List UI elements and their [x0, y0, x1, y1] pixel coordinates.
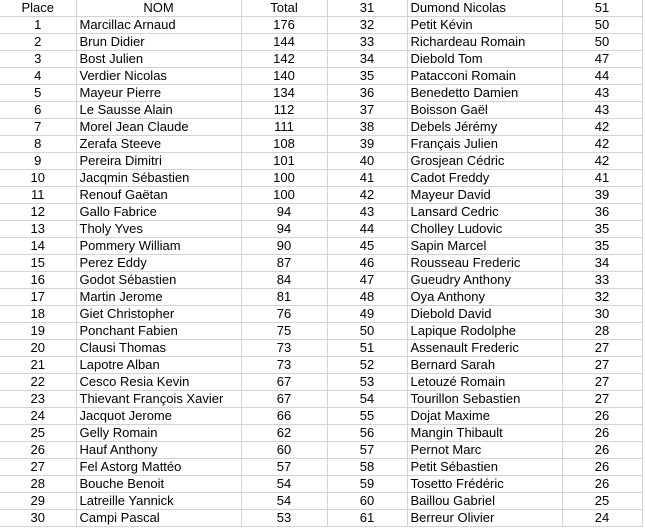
place-cell-2[interactable]: 54: [327, 391, 407, 408]
name-cell-2[interactable]: Gueudry Anthony: [407, 272, 562, 289]
table-row: [0, 425, 642, 442]
place-cell-2[interactable]: 42: [327, 187, 407, 204]
table-row: [0, 510, 642, 527]
total-cell-2[interactable]: 39: [562, 187, 642, 204]
total-cell-2[interactable]: 36: [562, 204, 642, 221]
place-cell[interactable]: 5: [0, 85, 76, 102]
place-cell-2[interactable]: 61: [327, 510, 407, 527]
table-row: [0, 306, 642, 323]
place-cell-2[interactable]: 49: [327, 306, 407, 323]
total-cell[interactable]: 134: [241, 85, 327, 102]
total-cell[interactable]: 75: [241, 323, 327, 340]
place-cell[interactable]: 6: [0, 102, 76, 119]
place-cell[interactable]: 19: [0, 323, 76, 340]
table-row: [0, 102, 642, 119]
name-cell[interactable]: Jacqmin Sébastien: [76, 170, 241, 187]
place-cell[interactable]: 4: [0, 68, 76, 85]
name-cell-2[interactable]: Lansard Cedric: [407, 204, 562, 221]
table-row: [0, 255, 642, 272]
total-cell-2[interactable]: 50: [562, 34, 642, 51]
table-row: [0, 289, 642, 306]
name-cell-2[interactable]: Boisson Gaël: [407, 102, 562, 119]
name-cell-2[interactable]: Tosetto Frédéric: [407, 476, 562, 493]
place-cell[interactable]: 30: [0, 510, 76, 527]
total-cell[interactable]: 140: [241, 68, 327, 85]
place-cell[interactable]: 14: [0, 238, 76, 255]
name-cell-2[interactable]: Pernot Marc: [407, 442, 562, 459]
total-cell-2[interactable]: 26: [562, 476, 642, 493]
place-cell-2[interactable]: 35: [327, 68, 407, 85]
total-cell[interactable]: 108: [241, 136, 327, 153]
name-cell[interactable]: Hauf Anthony: [76, 442, 241, 459]
table-row: [0, 221, 642, 238]
place-cell[interactable]: 3: [0, 51, 76, 68]
place-cell-2[interactable]: 48: [327, 289, 407, 306]
table-row: [0, 34, 642, 51]
total-cell-2[interactable]: 34: [562, 255, 642, 272]
table-row: [0, 272, 642, 289]
name-cell-2[interactable]: Rousseau Frederic: [407, 255, 562, 272]
name-cell-2[interactable]: Assenault Frederic: [407, 340, 562, 357]
table-row: [0, 136, 642, 153]
name-cell-2[interactable]: Mayeur David: [407, 187, 562, 204]
place-cell-2[interactable]: 56: [327, 425, 407, 442]
header-nom-2[interactable]: Dumond Nicolas: [407, 0, 562, 17]
total-cell-2[interactable]: 47: [562, 51, 642, 68]
name-cell[interactable]: Fel Astorg Mattéo: [76, 459, 241, 476]
name-cell-2[interactable]: Diebold David: [407, 306, 562, 323]
total-cell-2[interactable]: 42: [562, 153, 642, 170]
total-cell[interactable]: 60: [241, 442, 327, 459]
total-cell-2[interactable]: 41: [562, 170, 642, 187]
table-row: [0, 340, 642, 357]
total-cell[interactable]: 94: [241, 221, 327, 238]
table-row: [0, 17, 642, 34]
name-cell[interactable]: Bouche Benoit: [76, 476, 241, 493]
name-cell[interactable]: Renouf Gaëtan: [76, 187, 241, 204]
place-cell-2[interactable]: 43: [327, 204, 407, 221]
total-cell-2[interactable]: 25: [562, 493, 642, 510]
table-row: [0, 442, 642, 459]
total-cell[interactable]: 67: [241, 374, 327, 391]
name-cell[interactable]: Clausi Thomas: [76, 340, 241, 357]
total-cell-2[interactable]: 28: [562, 323, 642, 340]
total-cell-2[interactable]: 42: [562, 119, 642, 136]
total-cell-2[interactable]: 35: [562, 238, 642, 255]
table-row: [0, 357, 642, 374]
name-cell[interactable]: Campi Pascal: [76, 510, 241, 527]
table-row: [0, 476, 642, 493]
place-cell-2[interactable]: 45: [327, 238, 407, 255]
name-cell[interactable]: Pommery William: [76, 238, 241, 255]
place-cell[interactable]: 8: [0, 136, 76, 153]
header-place-2[interactable]: 31: [327, 0, 407, 17]
name-cell[interactable]: Cesco Resia Kevin: [76, 374, 241, 391]
place-cell-2[interactable]: 53: [327, 374, 407, 391]
name-cell[interactable]: Gallo Fabrice: [76, 204, 241, 221]
table-row: [0, 323, 642, 340]
total-cell[interactable]: 111: [241, 119, 327, 136]
place-cell-2[interactable]: 38: [327, 119, 407, 136]
place-cell[interactable]: 29: [0, 493, 76, 510]
place-cell-2[interactable]: 39: [327, 136, 407, 153]
total-cell[interactable]: 66: [241, 408, 327, 425]
place-cell[interactable]: 26: [0, 442, 76, 459]
total-cell-2[interactable]: 43: [562, 102, 642, 119]
place-cell-2[interactable]: 32: [327, 17, 407, 34]
place-cell-2[interactable]: 36: [327, 85, 407, 102]
place-cell-2[interactable]: 60: [327, 493, 407, 510]
total-cell[interactable]: 87: [241, 255, 327, 272]
place-cell[interactable]: 7: [0, 119, 76, 136]
name-cell[interactable]: Latreille Yannick: [76, 493, 241, 510]
name-cell-2[interactable]: Grosjean Cédric: [407, 153, 562, 170]
place-cell[interactable]: 13: [0, 221, 76, 238]
place-cell-2[interactable]: 33: [327, 34, 407, 51]
header-total[interactable]: Total: [241, 0, 327, 17]
total-cell[interactable]: 100: [241, 170, 327, 187]
place-cell[interactable]: 15: [0, 255, 76, 272]
total-cell[interactable]: 176: [241, 17, 327, 34]
total-cell-2[interactable]: 42: [562, 136, 642, 153]
place-cell-2[interactable]: 44: [327, 221, 407, 238]
total-cell-2[interactable]: 50: [562, 17, 642, 34]
header-total-2[interactable]: 51: [562, 0, 642, 17]
name-cell[interactable]: Le Sausse Alain: [76, 102, 241, 119]
place-cell-2[interactable]: 57: [327, 442, 407, 459]
total-cell[interactable]: 76: [241, 306, 327, 323]
place-cell[interactable]: 24: [0, 408, 76, 425]
name-cell-2[interactable]: Sapin Marcel: [407, 238, 562, 255]
name-cell[interactable]: Giet Christopher: [76, 306, 241, 323]
place-cell-2[interactable]: 46: [327, 255, 407, 272]
place-cell-2[interactable]: 47: [327, 272, 407, 289]
name-cell-2[interactable]: Richardeau Romain: [407, 34, 562, 51]
name-cell-2[interactable]: Benedetto Damien: [407, 85, 562, 102]
name-cell[interactable]: Thievant François Xavier: [76, 391, 241, 408]
place-cell[interactable]: 9: [0, 153, 76, 170]
total-cell[interactable]: 81: [241, 289, 327, 306]
table-row: [0, 68, 642, 85]
name-cell-2[interactable]: Debels Jérémy: [407, 119, 562, 136]
name-cell[interactable]: Pereira Dimitri: [76, 153, 241, 170]
name-cell-2[interactable]: Petit Kévin: [407, 17, 562, 34]
name-cell-2[interactable]: Cholley Ludovic: [407, 221, 562, 238]
total-cell-2[interactable]: 27: [562, 357, 642, 374]
total-cell[interactable]: 112: [241, 102, 327, 119]
name-cell-2[interactable]: Mangin Thibault: [407, 425, 562, 442]
total-cell[interactable]: 53: [241, 510, 327, 527]
place-cell[interactable]: 23: [0, 391, 76, 408]
table-row: [0, 391, 642, 408]
name-cell[interactable]: Gelly Romain: [76, 425, 241, 442]
total-cell[interactable]: 94: [241, 204, 327, 221]
place-cell[interactable]: 28: [0, 476, 76, 493]
place-cell[interactable]: 11: [0, 187, 76, 204]
total-cell-2[interactable]: 26: [562, 425, 642, 442]
place-cell[interactable]: 12: [0, 204, 76, 221]
total-cell-2[interactable]: 35: [562, 221, 642, 238]
total-cell-2[interactable]: 26: [562, 442, 642, 459]
total-cell-2[interactable]: 32: [562, 289, 642, 306]
name-cell-2[interactable]: Diebold Tom: [407, 51, 562, 68]
total-cell-2[interactable]: 44: [562, 68, 642, 85]
table-row: [0, 238, 642, 255]
table-row: [0, 153, 642, 170]
name-cell[interactable]: Godot Sébastien: [76, 272, 241, 289]
place-cell-2[interactable]: 41: [327, 170, 407, 187]
place-cell-2[interactable]: 59: [327, 476, 407, 493]
table-row: [0, 374, 642, 391]
total-cell-2[interactable]: 24: [562, 510, 642, 527]
name-cell[interactable]: Perez Eddy: [76, 255, 241, 272]
total-cell-2[interactable]: 26: [562, 408, 642, 425]
total-cell[interactable]: 101: [241, 153, 327, 170]
name-cell-2[interactable]: Lapique Rodolphe: [407, 323, 562, 340]
total-cell[interactable]: 54: [241, 476, 327, 493]
table-row: [0, 119, 642, 136]
total-cell[interactable]: 62: [241, 425, 327, 442]
place-cell-2[interactable]: 34: [327, 51, 407, 68]
place-cell[interactable]: 2: [0, 34, 76, 51]
name-cell-2[interactable]: Berreur Olivier: [407, 510, 562, 527]
place-cell[interactable]: 22: [0, 374, 76, 391]
total-cell-2[interactable]: 26: [562, 459, 642, 476]
header-nom[interactable]: NOM: [76, 0, 241, 17]
place-cell[interactable]: 16: [0, 272, 76, 289]
name-cell[interactable]: Marcillac Arnaud: [76, 17, 241, 34]
total-cell[interactable]: 84: [241, 272, 327, 289]
total-cell[interactable]: 73: [241, 357, 327, 374]
place-cell[interactable]: 25: [0, 425, 76, 442]
name-cell[interactable]: Martin Jerome: [76, 289, 241, 306]
place-cell-2[interactable]: 37: [327, 102, 407, 119]
place-cell-2[interactable]: 51: [327, 340, 407, 357]
name-cell-2[interactable]: Oya Anthony: [407, 289, 562, 306]
total-cell-2[interactable]: 27: [562, 391, 642, 408]
place-cell[interactable]: 18: [0, 306, 76, 323]
name-cell[interactable]: Morel Jean Claude: [76, 119, 241, 136]
name-cell-2[interactable]: Letouzé Romain: [407, 374, 562, 391]
name-cell[interactable]: Tholy Yves: [76, 221, 241, 238]
name-cell[interactable]: Lapotre Alban: [76, 357, 241, 374]
table-row: [0, 459, 642, 476]
total-cell[interactable]: 100: [241, 187, 327, 204]
table-row: [0, 187, 642, 204]
name-cell[interactable]: Mayeur Pierre: [76, 85, 241, 102]
name-cell[interactable]: Ponchant Fabien: [76, 323, 241, 340]
place-cell-2[interactable]: 55: [327, 408, 407, 425]
name-cell-2[interactable]: Petit Sébastien: [407, 459, 562, 476]
place-cell-2[interactable]: 40: [327, 153, 407, 170]
place-cell[interactable]: 1: [0, 17, 76, 34]
name-cell[interactable]: Bost Julien: [76, 51, 241, 68]
total-cell-2[interactable]: 27: [562, 374, 642, 391]
total-cell[interactable]: 142: [241, 51, 327, 68]
place-cell-2[interactable]: 50: [327, 323, 407, 340]
total-cell[interactable]: 57: [241, 459, 327, 476]
name-cell-2[interactable]: Dojat Maxime: [407, 408, 562, 425]
name-cell[interactable]: Verdier Nicolas: [76, 68, 241, 85]
total-cell[interactable]: 90: [241, 238, 327, 255]
name-cell-2[interactable]: Français Julien: [407, 136, 562, 153]
name-cell-2[interactable]: Cadot Freddy: [407, 170, 562, 187]
total-cell-2[interactable]: 30: [562, 306, 642, 323]
total-cell[interactable]: 54: [241, 493, 327, 510]
place-cell[interactable]: 21: [0, 357, 76, 374]
table-row: [0, 493, 642, 510]
place-cell-2[interactable]: 58: [327, 459, 407, 476]
name-cell-2[interactable]: Patacconi Romain: [407, 68, 562, 85]
total-cell[interactable]: 73: [241, 340, 327, 357]
table-row: [0, 204, 642, 221]
place-cell[interactable]: 20: [0, 340, 76, 357]
name-cell-2[interactable]: Bernard Sarah: [407, 357, 562, 374]
total-cell[interactable]: 144: [241, 34, 327, 51]
header-place[interactable]: Place: [0, 0, 76, 17]
place-cell[interactable]: 17: [0, 289, 76, 306]
name-cell[interactable]: Zerafa Steeve: [76, 136, 241, 153]
total-cell-2[interactable]: 33: [562, 272, 642, 289]
table-row: [0, 408, 642, 425]
header-row: [0, 0, 642, 17]
name-cell[interactable]: Brun Didier: [76, 34, 241, 51]
total-cell-2[interactable]: 27: [562, 340, 642, 357]
table-row: [0, 51, 642, 68]
name-cell-2[interactable]: Tourillon Sebastien: [407, 391, 562, 408]
name-cell-2[interactable]: Baillou Gabriel: [407, 493, 562, 510]
table-row: [0, 85, 642, 102]
table-row: [0, 170, 642, 187]
name-cell[interactable]: Jacquot Jerome: [76, 408, 241, 425]
place-cell[interactable]: 27: [0, 459, 76, 476]
place-cell[interactable]: 10: [0, 170, 76, 187]
place-cell-2[interactable]: 52: [327, 357, 407, 374]
total-cell-2[interactable]: 43: [562, 85, 642, 102]
total-cell[interactable]: 67: [241, 391, 327, 408]
